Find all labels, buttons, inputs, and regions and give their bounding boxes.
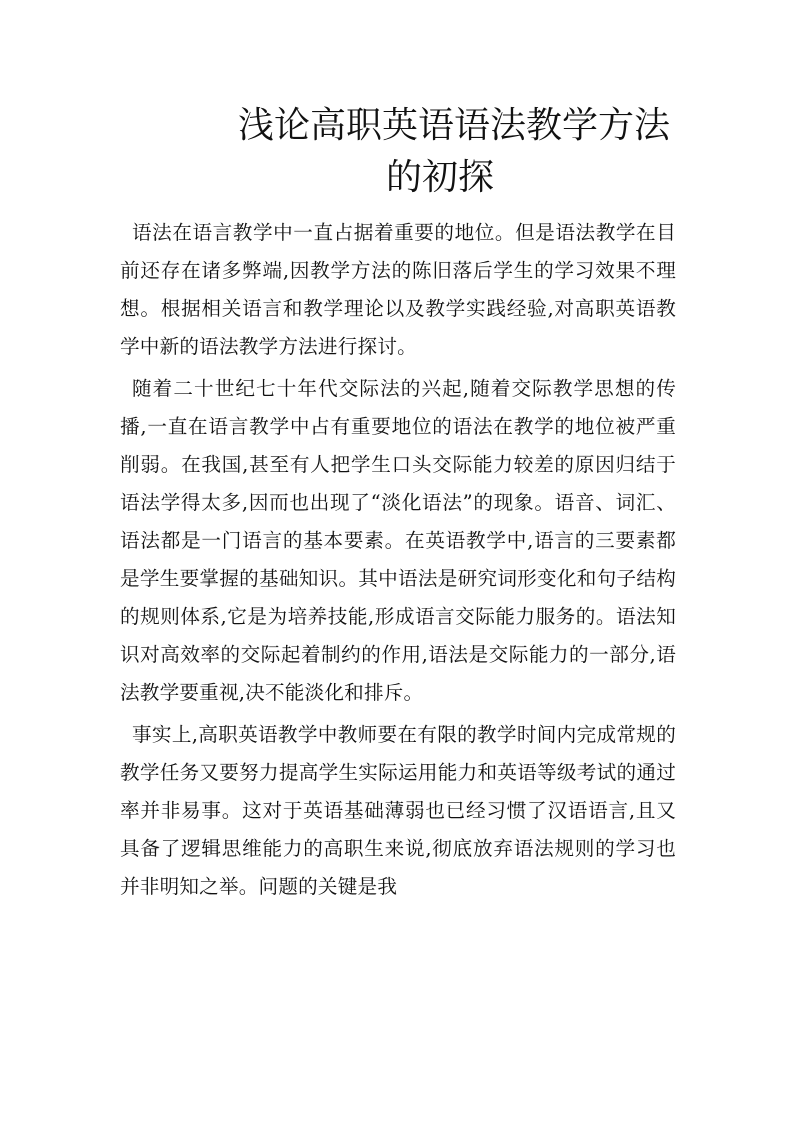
document-body <box>120 214 676 910</box>
paragraph-2: 随着二十世纪七十年代交际法的兴起,随着交际教学思想的传播,一直在语言教学中占有重要地位的语法在教学的地位被严重削弱。在我国,甚至有人把学生口头交际能力较差的原因归结于语法学得太多,因而也出现了“淡化语法”的现象。语音、词汇、语法都是一门语言的基本要素。在英语教学中,语言的三要素都是学生要掌握的基础知识。其中语法是研究词形变化和句子结构的规则体系,它是为培养技能,形成语言交际能力服务的。语法知识对高效率的交际起着制约的作用,语法是交际能力的一部分,语法教学要重视,决不能淡化和排斥。 <box>120 377 676 704</box>
document-title <box>120 100 760 204</box>
paragraph-1: 语法在语言教学中一直占据着重要的地位。但是语法教学在目前还存在诸多弊端,因教学方法的陈旧落后学生的学习效果不理想。根据相关语言和教学理论以及教学实践经验,对高职英语教学中新的语法教学方法进行探讨。 <box>120 221 676 358</box>
title-line-2: 的初探 <box>385 157 494 198</box>
paragraph-3: 事实上,高职英语教学中教师要在有限的教学时间内完成常规的教学任务又要努力提高学生实际运用能力和英语等级考试的通过率并非易事。这对于英语基础薄弱也已经习惯了汉语语言,且又具备了逻辑思维能力的高职生来说,彻底放弃语法规则的学习也并非明知之举。问题的关键是我 <box>120 723 676 898</box>
title-line-1: 浅论高职英语语法教学方法 <box>237 105 670 146</box>
